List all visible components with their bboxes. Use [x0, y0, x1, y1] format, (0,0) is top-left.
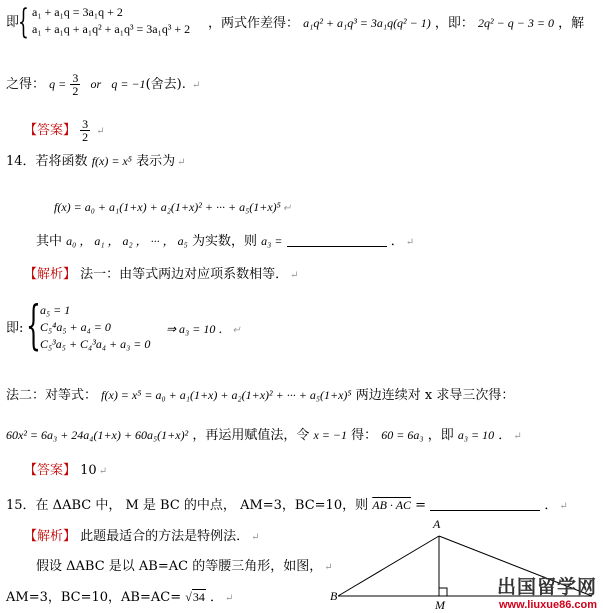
- equation-top: a₁ + a₁q = 3a₁q + 2: [32, 5, 123, 19]
- return-mark: ↵: [405, 237, 415, 248]
- line-system-2: [6, 320, 23, 338]
- text-segment: 其中: [36, 234, 63, 249]
- formula: f(x) = x⁵ = a₀ + a₁(1+x) + a₂(1+x)² + ··· + a₅(1+x)⁵: [101, 388, 352, 402]
- text-segment: ．: [390, 234, 404, 249]
- formula: q = −1: [111, 77, 146, 91]
- analysis-tag: 【解析】: [24, 267, 77, 282]
- brace-symbol: {: [26, 296, 41, 356]
- text-segment: 法二：对等式：: [6, 388, 98, 403]
- q14-condition: [36, 232, 414, 252]
- label-a: A: [433, 517, 441, 531]
- text-segment: 两边连续对 x 求导三次得：: [355, 388, 515, 403]
- formula: a₃ = 10: [457, 428, 495, 442]
- return-mark: ↵: [251, 532, 260, 543]
- prefix-text: 即: [6, 15, 20, 30]
- or-word: or: [90, 77, 102, 91]
- answer-blank: [287, 246, 387, 247]
- text-segment: ．: [544, 498, 558, 513]
- fraction: [70, 72, 80, 97]
- text-segment: 表示为: [136, 154, 176, 169]
- formula: a₁q² + a₁q³ = 3a₁q(q² − 1): [303, 16, 431, 30]
- fraction: [80, 118, 90, 143]
- equation-bottom: a₁ + a₁q + a₁q² + a₁q³ = 3a₁q³ + 2: [32, 22, 191, 36]
- text-segment: ，即：: [434, 16, 474, 31]
- brace-symbol: {: [18, 2, 29, 42]
- return-mark: ↵: [96, 126, 105, 137]
- text-segment: ．: [209, 590, 223, 605]
- return-mark: ↵: [98, 466, 108, 477]
- equation-row: a₅ = 1: [40, 303, 71, 317]
- question-14: [6, 152, 185, 172]
- expansion-formula: [54, 198, 291, 218]
- answer-tag: 【答案】: [24, 123, 77, 138]
- question-number: 14．若将函数: [6, 154, 88, 169]
- text-segment: ，再运用赋值法，令: [192, 428, 310, 443]
- text-segment: 得：: [351, 428, 378, 443]
- formula: 60x² = 6a₃ + 24a₄(1+x) + 60a₅(1+x)²: [6, 428, 189, 442]
- label-m: M: [435, 598, 445, 612]
- fraction-denominator: 2: [72, 84, 79, 98]
- prefix-text: 即:: [6, 321, 24, 336]
- analysis-15: [24, 528, 260, 547]
- watermark-url: www.liuxue86.com: [498, 599, 597, 611]
- return-mark: ↵: [513, 431, 522, 442]
- formula: 60 = 6a₃: [381, 428, 424, 442]
- line-1-rest: [208, 14, 584, 33]
- text-segment: 法一：由等式两边对应项系数相等．: [80, 267, 289, 282]
- return-mark: ↵: [324, 562, 333, 573]
- formula: ⇒ a₃ = 10 ．: [166, 322, 231, 336]
- fraction-numerator: 3: [72, 71, 79, 85]
- formula: x = −1: [313, 428, 347, 442]
- question-number: 15．在 ΔABC 中，: [6, 498, 122, 513]
- formula: q =: [49, 77, 67, 91]
- analysis-tag: 【解析】: [24, 529, 77, 544]
- formula: a₀ ， a₁ ， a₂ ， ··· ， a₅: [66, 234, 188, 248]
- line-solution: [6, 72, 200, 97]
- vector-product: AB · AC: [372, 498, 412, 512]
- answer-tag: 【答案】: [24, 463, 77, 478]
- return-mark: ↵: [290, 270, 299, 281]
- system-result: [166, 320, 241, 340]
- text-segment: AM=3，BC=10，AB=AC=: [6, 590, 182, 605]
- watermark-title: 出国留学网: [496, 577, 597, 598]
- equation-system-1: [32, 4, 190, 38]
- text-segment: 之得：: [6, 77, 46, 92]
- derivative-line: [6, 426, 522, 446]
- last-line: AM=3，BC=10，AB=AC= √34 ． ↵: [6, 590, 234, 605]
- formula: f(x) = x⁵: [91, 154, 132, 168]
- analysis-14: [24, 266, 299, 285]
- method-2: [6, 386, 514, 405]
- assumption-line: [36, 558, 333, 577]
- text-segment: ，两式作差得：: [208, 16, 300, 31]
- formula: 2q² − q − 3 = 0: [478, 16, 554, 30]
- return-mark: ↵: [559, 501, 568, 512]
- text-segment: M 是 BC 的中点，: [125, 498, 236, 513]
- text-segment: ，即: [427, 428, 454, 443]
- fraction-denominator: 2: [82, 130, 89, 144]
- answer-blank: [430, 510, 540, 511]
- formula: a₃ =: [261, 234, 283, 248]
- text-segment: 假设 ΔABC 是以 AB=AC 的等腰三角形，如图，: [36, 559, 323, 574]
- answer-2: [24, 462, 107, 481]
- equation-row: C₅⁴a₅ + a₄ = 0: [40, 320, 111, 334]
- watermark-logo: [497, 572, 597, 611]
- right-angle-mark: [439, 588, 447, 596]
- text-segment: 为实数，则: [192, 234, 258, 249]
- return-mark: ↵: [177, 157, 186, 168]
- text-segment: AM=3，BC=10，则: [240, 498, 369, 513]
- label-b: B: [330, 589, 338, 603]
- sqrt-value: 34: [192, 590, 205, 604]
- answer-value: 10: [80, 463, 97, 478]
- text-segment: =: [415, 498, 427, 513]
- text-segment: ，解: [558, 16, 585, 31]
- return-mark: ↵: [232, 325, 241, 336]
- answer-1: [24, 118, 105, 143]
- formula: f(x) = a₀ + a₁(1+x) + a₂(1+x)² + ··· + a₅(1+x)⁵: [54, 200, 281, 214]
- return-mark: ↵: [225, 593, 234, 604]
- fraction-numerator: 3: [82, 117, 89, 131]
- equation-row: C₅³a₅ + C₄³a₄ + a₃ = 0: [40, 337, 151, 351]
- side-ab: [338, 536, 439, 596]
- text-segment: (舍去).: [145, 77, 186, 92]
- return-mark: ↵: [282, 203, 292, 214]
- return-mark: ↵: [191, 80, 201, 91]
- text-segment: 此题最适合的方法是特例法．: [80, 529, 250, 544]
- text-segment: ．: [498, 428, 512, 443]
- equation-system-2: [40, 302, 150, 353]
